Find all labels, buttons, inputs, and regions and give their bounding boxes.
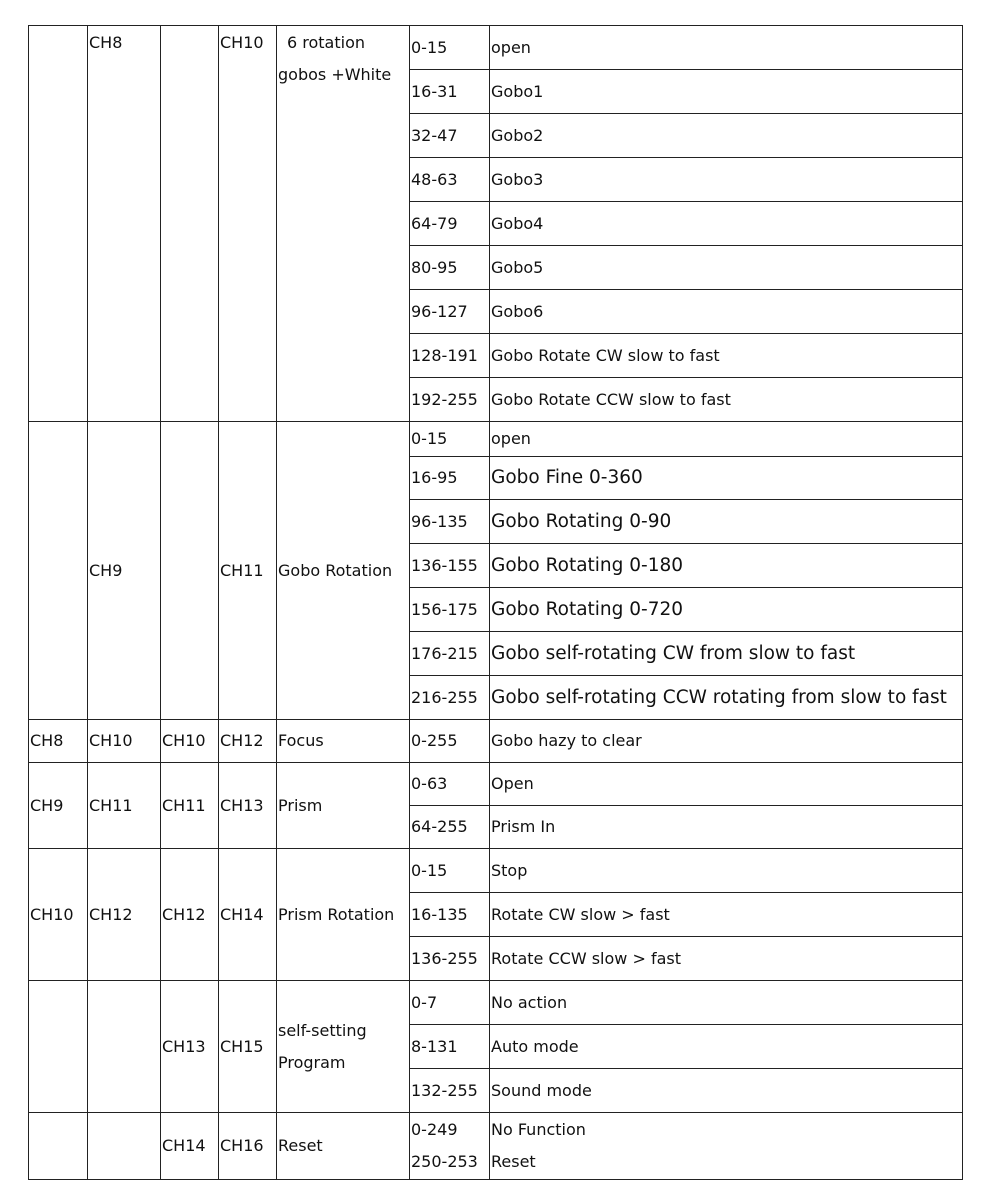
- dmx-value: 128-191: [410, 334, 490, 378]
- function-cell: Prism: [277, 763, 410, 849]
- channel-mode-3: CH11: [161, 763, 219, 849]
- value-description: Gobo5: [490, 246, 963, 290]
- dmx-value: 0-63: [410, 763, 490, 806]
- value-description: open: [490, 26, 963, 70]
- dmx-value: 132-255: [410, 1069, 490, 1113]
- value-description: Gobo self-rotating CW from slow to fast: [490, 632, 963, 676]
- dmx-value: 156-175: [410, 588, 490, 632]
- dmx-value: 250-253: [411, 1152, 478, 1171]
- value-description: Gobo6: [490, 290, 963, 334]
- dmx-value: 16-95: [410, 457, 490, 500]
- channel-mode-2: CH9: [88, 422, 161, 720]
- value-description: Reset: [491, 1152, 536, 1171]
- value-description: Gobo Rotating 0-180: [490, 544, 963, 588]
- value-description-stack: [490, 1113, 963, 1180]
- channel-mode-2: CH12: [88, 849, 161, 981]
- function-line: gobos +White: [278, 65, 392, 84]
- channel-mode-1: [29, 26, 88, 422]
- dmx-value: 0-249: [411, 1120, 458, 1139]
- channel-mode-4: CH13: [219, 763, 277, 849]
- value-description: Stop: [490, 849, 963, 893]
- channel-mode-2: [88, 1113, 161, 1180]
- value-description: Gobo2: [490, 114, 963, 158]
- channel-mode-2: CH10: [88, 720, 161, 763]
- channel-mode-2: CH11: [88, 763, 161, 849]
- value-description: Open: [490, 763, 963, 806]
- value-description: Sound mode: [490, 1069, 963, 1113]
- channel-mode-4: CH15: [219, 981, 277, 1113]
- function-cell: Prism Rotation: [277, 849, 410, 981]
- dmx-value: 136-255: [410, 937, 490, 981]
- value-description: Rotate CW slow > fast: [490, 893, 963, 937]
- channel-mode-3: [161, 422, 219, 720]
- function-cell: [277, 981, 410, 1113]
- dmx-value: 16-31: [410, 70, 490, 114]
- dmx-value: 0-7: [410, 981, 490, 1025]
- dmx-value: 176-215: [410, 632, 490, 676]
- dmx-value: 8-131: [410, 1025, 490, 1069]
- function-cell: Reset: [277, 1113, 410, 1180]
- value-description: No Function: [491, 1120, 586, 1139]
- dmx-value: 192-255: [410, 378, 490, 422]
- value-description: Gobo Rotate CCW slow to fast: [490, 378, 963, 422]
- channel-mode-1: CH9: [29, 763, 88, 849]
- dmx-value: 0-255: [410, 720, 490, 763]
- channel-mode-3: CH12: [161, 849, 219, 981]
- value-description: Gobo Rotate CW slow to fast: [490, 334, 963, 378]
- channel-mode-1: CH10: [29, 849, 88, 981]
- dmx-value: 0-15: [410, 422, 490, 457]
- channel-mode-1: CH8: [29, 720, 88, 763]
- value-description: Gobo4: [490, 202, 963, 246]
- dmx-value: 16-135: [410, 893, 490, 937]
- dmx-value: 80-95: [410, 246, 490, 290]
- function-line: self-setting: [278, 1020, 367, 1040]
- channel-mode-4: CH12: [219, 720, 277, 763]
- dmx-value: 0-15: [410, 26, 490, 70]
- channel-mode-3: [161, 26, 219, 422]
- dmx-value-stack: [410, 1113, 490, 1180]
- value-description: Prism In: [490, 806, 963, 849]
- value-description: Gobo1: [490, 70, 963, 114]
- channel-mode-3: CH10: [161, 720, 219, 763]
- function-cell: Focus: [277, 720, 410, 763]
- value-description: Auto mode: [490, 1025, 963, 1069]
- value-description: Gobo self-rotating CCW rotating from slow to fast: [490, 676, 963, 720]
- function-cell: [277, 26, 410, 422]
- channel-mode-2: [88, 981, 161, 1113]
- channel-mode-4: CH10: [219, 26, 277, 422]
- channel-mode-1: [29, 422, 88, 720]
- dmx-value: 64-255: [410, 806, 490, 849]
- channel-mode-1: [29, 981, 88, 1113]
- value-description: open: [490, 422, 963, 457]
- channel-mode-3: CH13: [161, 981, 219, 1113]
- function-cell: Gobo Rotation: [277, 422, 410, 720]
- channel-mode-3: CH14: [161, 1113, 219, 1180]
- value-description: Rotate CCW slow > fast: [490, 937, 963, 981]
- value-description: Gobo Rotating 0-720: [490, 588, 963, 632]
- dmx-value: 216-255: [410, 676, 490, 720]
- value-description: Gobo hazy to clear: [490, 720, 963, 763]
- channel-mode-1: [29, 1113, 88, 1180]
- channel-mode-2: CH8: [88, 26, 161, 422]
- dmx-value: 64-79: [410, 202, 490, 246]
- dmx-value: 0-15: [410, 849, 490, 893]
- dmx-value: 48-63: [410, 158, 490, 202]
- channel-mode-4: CH11: [219, 422, 277, 720]
- dmx-value: 32-47: [410, 114, 490, 158]
- value-description: No action: [490, 981, 963, 1025]
- value-description: Gobo Fine 0-360: [490, 457, 963, 500]
- dmx-channel-table: [28, 25, 963, 1180]
- function-line: 6 rotation: [287, 33, 366, 52]
- channel-mode-4: CH14: [219, 849, 277, 981]
- channel-mode-4: CH16: [219, 1113, 277, 1180]
- dmx-value: 96-127: [410, 290, 490, 334]
- value-description: Gobo Rotating 0-90: [490, 500, 963, 544]
- dmx-value: 96-135: [410, 500, 490, 544]
- function-line: Program: [278, 1052, 346, 1072]
- dmx-value: 136-155: [410, 544, 490, 588]
- value-description: Gobo3: [490, 158, 963, 202]
